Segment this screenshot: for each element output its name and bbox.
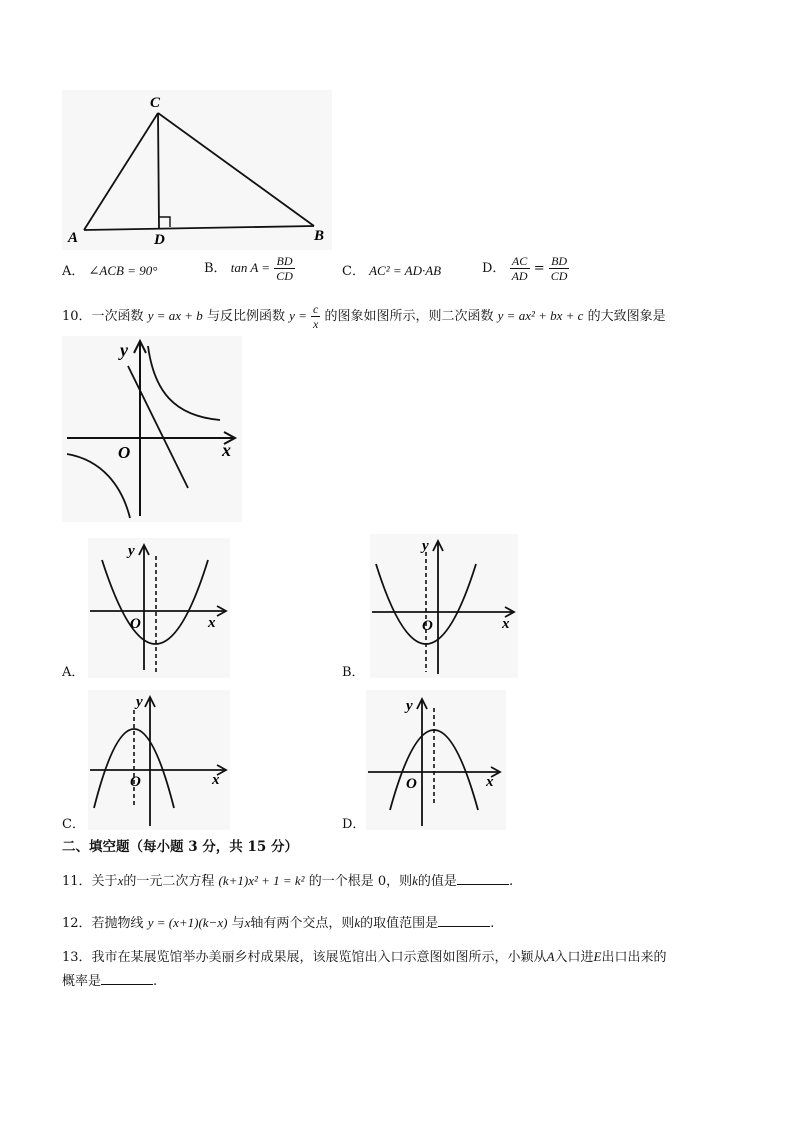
svg-text:x: x [212, 772, 220, 788]
q9-option-a [62, 262, 157, 281]
hyperbola-branch-2 [67, 454, 130, 518]
svg-text:y: y [422, 538, 429, 554]
choice-a-graph [88, 538, 230, 678]
q11: 11．关于x的一元二次方程 (k+1)x² + 1 = k² 的一个根是 0，则k的值是 . [62, 873, 514, 889]
answer-blank[interactable] [457, 872, 509, 885]
choice-d-label[interactable]: D． [342, 817, 366, 832]
section-title: 二、填空题（每小题 3 分，共 15 分） [62, 839, 298, 855]
label-c: C [150, 95, 161, 111]
choice-a-label[interactable]: A． [62, 665, 85, 680]
label-b: B [314, 228, 325, 244]
triangle-figure [62, 90, 332, 250]
svg-text:O: O [130, 774, 141, 790]
q13-line2: 概率是 . [62, 974, 158, 989]
option-b-pre: tan A = [230, 260, 271, 275]
answer-blank[interactable] [101, 972, 153, 985]
side-ac [84, 113, 158, 230]
side-cb [158, 113, 314, 226]
svg-text:x: x [222, 440, 231, 460]
option-c-text: AC² = AD·AB [369, 263, 442, 278]
svg-text:O: O [406, 776, 417, 792]
choice-b-graph [370, 534, 518, 678]
hyperbola-branch-1 [148, 346, 220, 420]
svg-text:y: y [406, 698, 413, 714]
choice-d-graph [366, 690, 506, 830]
altitude-cd [158, 113, 159, 228]
label-a: A [68, 230, 79, 246]
svg-text:O: O [130, 616, 141, 632]
q9-option-c [342, 262, 441, 281]
side-ab [84, 226, 314, 230]
svg-text:x: x [208, 615, 216, 631]
label-d: D [154, 232, 165, 248]
option-key: A． [62, 264, 85, 279]
q13-line1: 13．我市在某展览馆举办美丽乡村成果展，该展览馆出入口示意图如图所示，小颖从A入口进E出口出来的 [62, 949, 667, 965]
option-key: C． [342, 264, 365, 279]
q9-option-d: D． $\frac{AC}{AD}$ = $\frac{BD}{CD}$ [482, 254, 568, 283]
svg-text:x: x [502, 616, 510, 632]
q10-stem: 10．一次函数 y = ax + b 与反比例函数 y = $\frac{c}{x}$ 的图象如图所示，则二次函数 y = ax² + bx + c 的大致图象是 [62, 302, 666, 331]
svg-text:x: x [486, 774, 494, 790]
svg-text:y: y [136, 694, 143, 710]
option-key: D． [482, 261, 506, 276]
option-a-text: ∠ACB = 90° [88, 263, 158, 278]
q9-option-b [204, 254, 295, 283]
choice-c-graph [88, 690, 230, 830]
option-b-fraction: $\frac{BD}{CD}$ [276, 254, 293, 283]
answer-blank[interactable] [438, 914, 490, 927]
option-key: B． [204, 261, 227, 276]
line-graph [128, 366, 188, 488]
svg-text:O: O [422, 618, 433, 634]
q12: 12．若抛物线 y = (x+1)(k−x) 与x轴有两个交点，则k的取值范围是 . [62, 915, 495, 931]
q10-main-graph [62, 336, 242, 522]
choice-b-label[interactable]: B． [342, 665, 365, 680]
right-angle-mark [159, 217, 170, 227]
svg-text:y: y [128, 543, 135, 559]
choice-c-label[interactable]: C． [62, 817, 85, 832]
svg-text:O: O [118, 443, 131, 462]
svg-text:y: y [120, 340, 128, 360]
